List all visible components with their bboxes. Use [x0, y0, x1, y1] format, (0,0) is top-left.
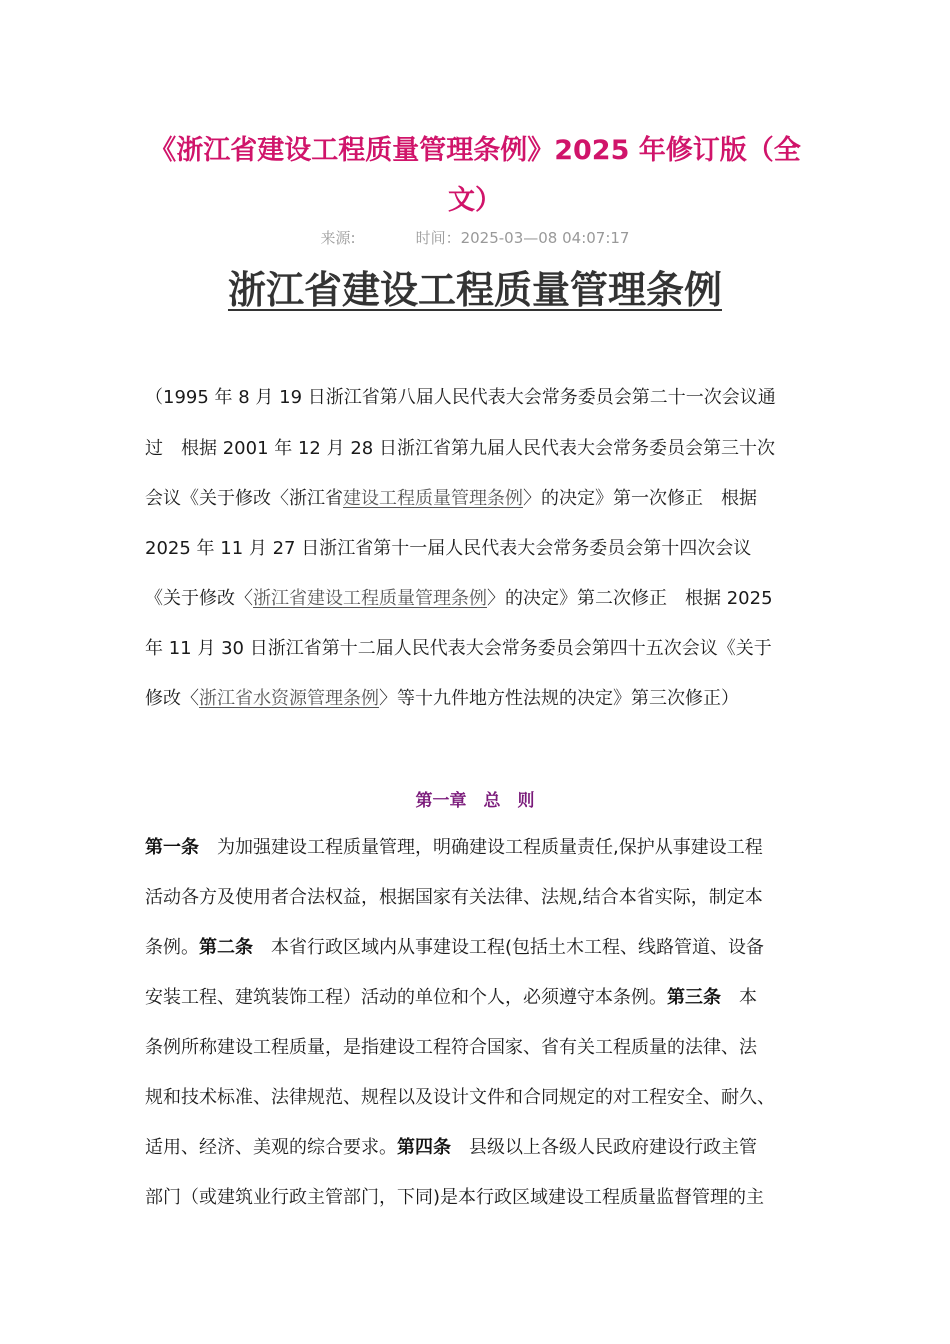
preamble-line	[145, 587, 773, 611]
article-label: 第二条	[199, 937, 253, 958]
article-text: 安装工程、建筑装饰工程）活动的单位和个人，必须遵守本条例。	[145, 987, 667, 1008]
article-line: 部门（或建筑业行政主管部门，下同)是本行政区域建设工程质量监督管理的主	[145, 1187, 765, 1208]
preamble-text: 〉等十九件地方性法规的决定》第三次修正）	[379, 688, 739, 709]
preamble-text: 〉的决定》第二次修正 根据 2025	[487, 588, 773, 609]
article-text: 条例。	[145, 937, 199, 958]
article-line	[145, 1136, 757, 1160]
article-label: 第四条	[397, 1137, 451, 1158]
preamble-text: 修改〈	[145, 688, 199, 709]
law-link-quality-full[interactable]: 浙江省建设工程质量管理条例	[253, 588, 487, 609]
meta-info	[0, 227, 950, 248]
preamble-line	[145, 687, 739, 711]
article-line	[145, 836, 763, 860]
preamble-line: 2025 年 11 月 27 日浙江省第十一届人民代表大会常务委员会第十四次会议	[145, 538, 752, 559]
chapter-heading: 第一章 总 则	[415, 791, 535, 811]
article-text: 县级以上各级人民政府建设行政主管	[451, 1137, 757, 1158]
law-link-water[interactable]: 浙江省水资源管理条例	[199, 688, 379, 709]
document-title-line2: 文）	[448, 185, 502, 216]
preamble-text: 会议《关于修改〈浙江省	[145, 488, 343, 509]
article-label: 第三条	[667, 987, 721, 1008]
article-text: 本	[721, 987, 757, 1008]
preamble-text: 《关于修改〈	[145, 588, 253, 609]
article-line: 条例所称建设工程质量，是指建设工程符合国家、省有关工程质量的法律、法	[145, 1037, 757, 1058]
publish-time: 时间：2025-03—08 04:07:17	[415, 229, 630, 247]
law-title-text: 浙江省建设工程质量管理条例	[227, 268, 722, 312]
preamble-text: 〉的决定》第一次修正 根据	[523, 488, 757, 509]
article-label: 第一条	[145, 837, 199, 858]
source-label: 来源:	[320, 229, 356, 247]
document-title-line1: 《浙江省建设工程质量管理条例》2025 年修订版（全	[149, 135, 801, 166]
article-line	[145, 936, 764, 960]
article-line: 活动各方及使用者合法权益，根据国家有关法律、法规,结合本省实际，制定本	[145, 887, 763, 908]
article-line: 规和技术标准、法律规范、规程以及设计文件和合同规定的对工程安全、耐久、	[145, 1087, 775, 1108]
law-link-quality[interactable]: 建设工程质量管理条例	[343, 488, 523, 509]
article-text: 为加强建设工程质量管理，明确建设工程质量责任,保护从事建设工程	[199, 837, 763, 858]
article-line	[145, 986, 757, 1010]
preamble-line	[145, 487, 757, 511]
preamble-line: 过 根据 2001 年 12 月 28 日浙江省第九届人民代表大会常务委员会第三十次	[145, 438, 775, 459]
law-title	[0, 262, 950, 318]
preamble-line: （1995 年 8 月 19 日浙江省第八届人民代表大会常务委员会第二十一次会议通	[145, 387, 776, 408]
article-text: 适用、经济、美观的综合要求。	[145, 1137, 397, 1158]
preamble-line: 年 11 月 30 日浙江省第十二届人民代表大会常务委员会第四十五次会议《关于	[145, 638, 772, 659]
article-text: 本省行政区域内从事建设工程(包括土木工程、线路管道、设备	[253, 937, 765, 958]
